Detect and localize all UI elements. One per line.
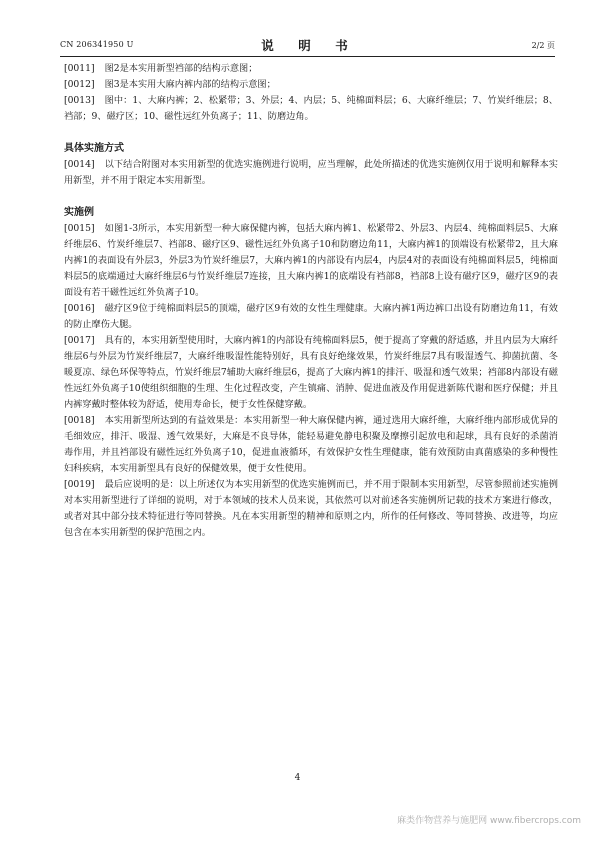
paragraph-text: 图3是本实用大麻内裤内部的结构示意图；: [104, 79, 276, 90]
document-title: 说 明 书: [261, 38, 354, 53]
paragraph-0013: [64, 93, 558, 125]
paragraph-number: [0015]: [64, 223, 95, 234]
paragraph-number: [0013]: [64, 95, 95, 106]
paragraph-number: [0019]: [64, 479, 95, 490]
header-rule: [60, 56, 555, 57]
document-number: CN 206341950 U: [60, 40, 134, 49]
paragraph-number: [0016]: [64, 303, 95, 314]
page-number: 4: [294, 773, 301, 783]
document-body: [64, 61, 558, 541]
paragraph-0017: [64, 333, 558, 413]
paragraph-0012: [64, 77, 558, 93]
paragraph-text: 具有的，本实用新型使用时，大麻内裤1的内部设有纯棉面料层5，便于提高了穿戴的舒适感，并且内层为大麻纤维层6与外层为竹炭纤维层7，大麻纤维吸湿性能特别好，具有良好绝缘效果，竹炭纤维层7具有吸湿透气、抑菌抗菌、冬暖夏凉、绿色环保等特点，竹炭纤维层7辅助大麻纤维层6，提高了大麻内裤1的排汗、吸湿和透气效果；裆部8内部设有磁性远红外负离子10使组织细胞的生理、生化过程改变，产生镇痛、消肿、促进血液及作用促进新陈代谢和医疗保健；并且内裤穿戴时整体较为舒适，使用寿命长，便于女性保健穿戴。: [64, 335, 558, 410]
site-watermark: 麻类作物营养与施肥网 www.fibercrops.com: [397, 816, 581, 826]
paragraph-number: [0011]: [64, 63, 95, 74]
page-header: [60, 36, 555, 54]
paragraph-text: 本实用新型所达到的有益效果是：本实用新型一种大麻保健内裤，通过选用大麻纤维，大麻纤维内部形成优异的毛细效应，排汗、吸湿、透气效果好，大麻是不良导体，能轻易避免静电积聚及摩擦引起放电和起球，具有良好的杀菌消毒作用，并且裆部设有磁性远红外负离子10，促进血液循环，有效保护女性生理健康，能有效预防由真菌感染的多种慢性妇科疾病，本实用新型具有良好的保健效果，便于女性使用。: [64, 415, 558, 474]
paragraph-0015: [64, 221, 558, 301]
paragraph-0011: [64, 61, 558, 77]
paragraph-text: 磁疗区9位于纯棉面料层5的顶端，磁疗区9有效的女性生理健康。大麻内裤1两边裤口出设有防磨边角11，有效的防止摩伤大腿。: [64, 303, 558, 330]
paragraph-0014: [64, 157, 558, 189]
paragraph-number: [0014]: [64, 159, 95, 170]
paragraph-text: 图2是本实用新型裆部的结构示意图；: [104, 63, 258, 74]
section-heading-implementation: 具体实施方式: [64, 143, 124, 154]
section-heading-example: 实施例: [64, 207, 94, 218]
paragraph-0019: [64, 477, 558, 541]
paragraph-0018: [64, 413, 558, 477]
paragraph-text: 以下结合附图对本实用新型的优选实施例进行说明，应当理解，此处所描述的优选实施例仅用于说明和解释本实用新型，并不用于限定本实用新型。: [64, 159, 558, 186]
paragraph-number: [0017]: [64, 335, 95, 346]
paragraph-text: 如图1-3所示，本实用新型一种大麻保健内裤，包括大麻内裤1、松紧带2、外层3、内层4、纯棉面料层5、大麻纤维层6、竹炭纤维层7、裆部8、磁疗区9、磁性远红外负离子10和防磨边角11，大麻内裤1的顶端设有松紧带2，且大麻内裤1的表面设有外层3，外层3为竹炭纤维层7，大麻内裤1的内部设有内层4，内层4对的表面设有纯棉面料层5，纯棉面料层5的底端通过大麻纤维层6与竹炭纤维层7连接，且大麻内裤1的底端设有裆部8，裆部8上设有磁疗区9，磁疗区9的表面设有若干磁性远红外负离子10。: [64, 223, 558, 298]
paragraph-number: [0018]: [64, 415, 95, 426]
page-indicator: 2/2 页: [531, 41, 555, 50]
paragraph-0016: [64, 301, 558, 333]
paragraph-number: [0012]: [64, 79, 95, 90]
paragraph-text: 图中：1、大麻内裤；2、松紧带；3、外层；4、内层；5、纯棉面料层；6、大麻纤维层；7、竹炭纤维层；8、裆部；9、磁疗区；10、磁性远红外负离子；11、防磨边角。: [64, 95, 558, 122]
paragraph-text: 最后应说明的是：以上所述仅为本实用新型的优选实施例而已，并不用于限制本实用新型，尽管参照前述实施例对本实用新型进行了详细的说明，对于本领域的技术人员来说，其依然可以对前述各实施例所记载的技术方案进行修改，或者对其中部分技术特征进行等同替换。凡在本实用新型的精神和原则之内，所作的任何修改、等同替换、改进等，均应包含在本实用新型的保护范围之内。: [64, 479, 558, 538]
